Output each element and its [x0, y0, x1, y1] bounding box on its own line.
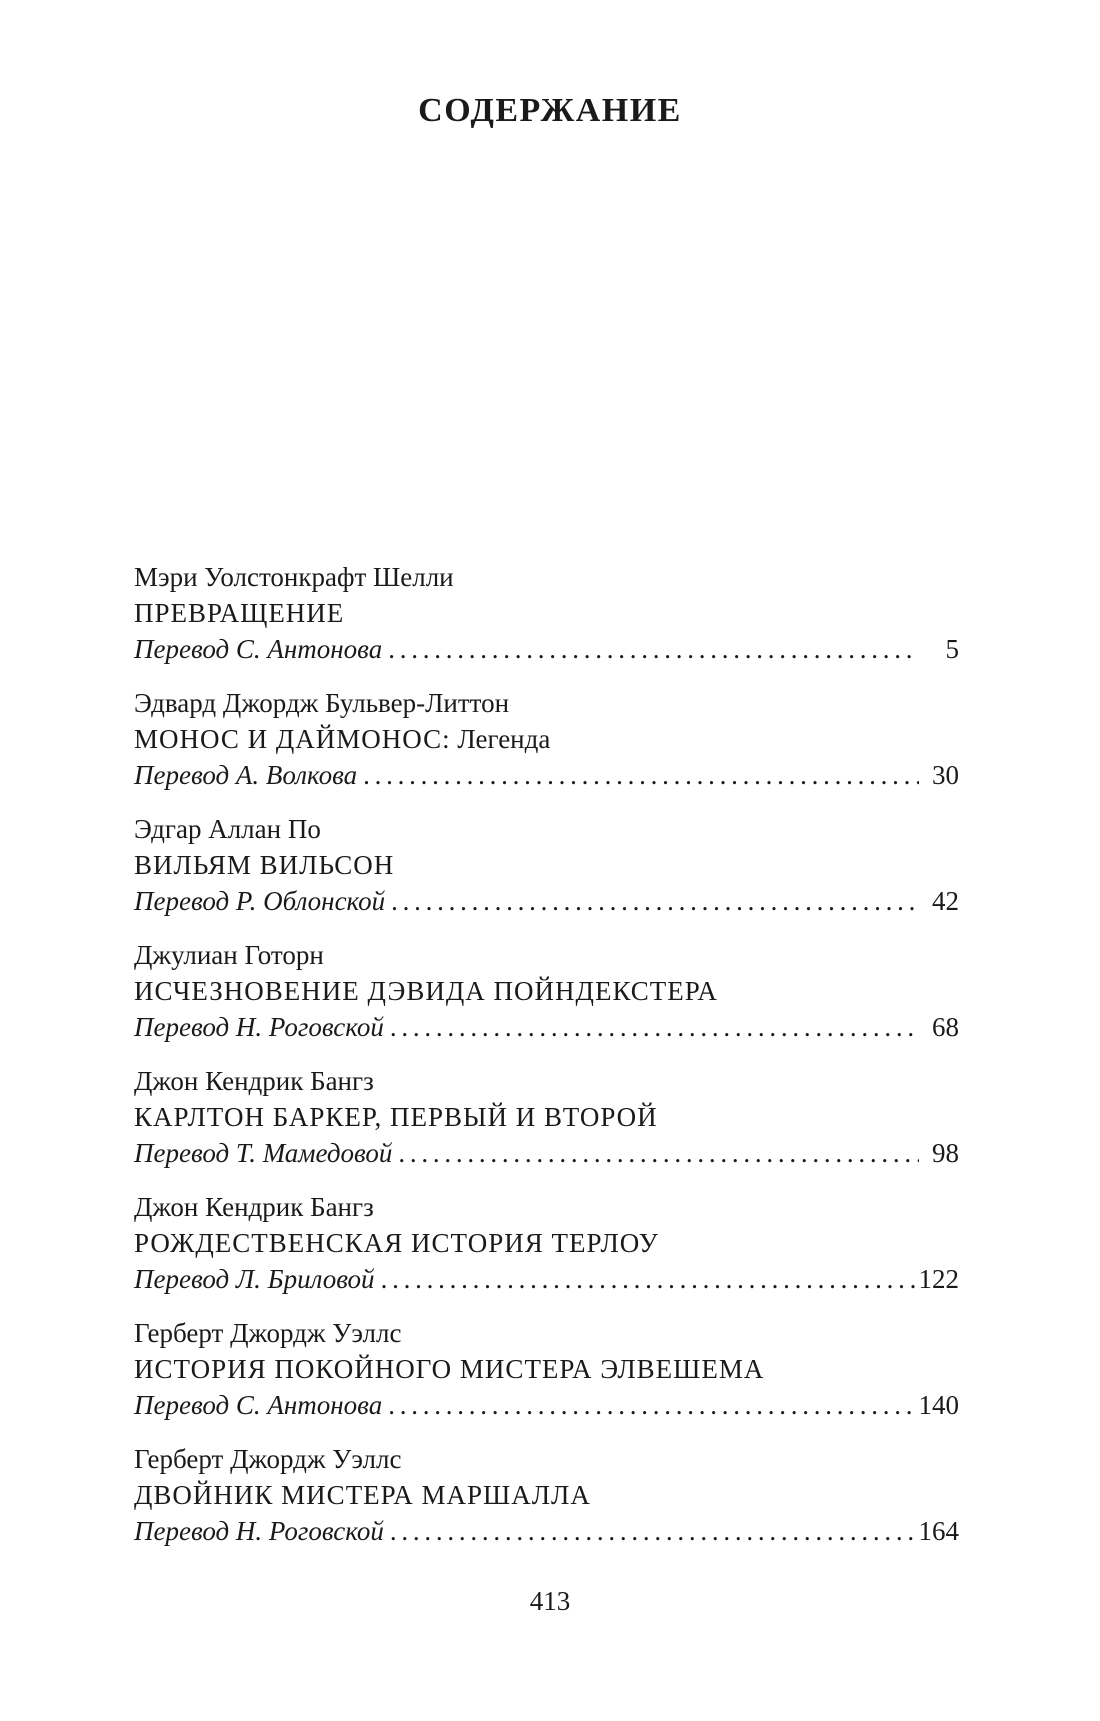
toc-title-text: КАРЛТОН БАРКЕР, ПЕРВЫЙ И ВТОРОЙ: [134, 1102, 658, 1132]
dot-leader: [390, 1513, 915, 1549]
dot-leader: [390, 1009, 919, 1045]
toc-translator-line: [134, 1135, 959, 1171]
toc-title: [134, 595, 959, 631]
toc-page-number: 5: [945, 634, 959, 664]
toc-page-number: 122: [918, 1264, 959, 1294]
toc-title-text: ВИЛЬЯМ ВИЛЬСОН: [134, 850, 395, 880]
toc-translator-line: [134, 1513, 959, 1549]
toc-subtitle: Легенда: [450, 724, 551, 754]
page-number: 413: [529, 1586, 571, 1616]
toc-author: Герберт Джордж Уэллс: [134, 1444, 402, 1474]
toc-page-number: 164: [918, 1516, 959, 1546]
toc-title: [134, 973, 959, 1009]
toc-author: Мэри Уолстонкрафт Шелли: [134, 562, 454, 592]
dot-leader: [391, 883, 919, 919]
toc-entry[interactable]: [134, 559, 959, 685]
dot-leader: [398, 1135, 919, 1171]
toc-translator: Перевод Л. Бриловой: [134, 1264, 375, 1294]
toc-page-number: 30: [932, 760, 959, 790]
toc-author: Джон Кендрик Бангз: [134, 1192, 374, 1222]
toc-author: Джон Кендрик Бангз: [134, 1066, 374, 1096]
toc-page-number: 140: [918, 1390, 959, 1420]
dot-leader: [388, 631, 919, 667]
table-of-contents: [134, 559, 959, 1567]
toc-translator: Перевод Р. Облонской: [134, 886, 386, 916]
dot-leader: [381, 1261, 915, 1297]
toc-translator: Перевод С. Антонова: [134, 1390, 383, 1420]
toc-entry[interactable]: [134, 685, 959, 811]
toc-author: Эдвард Джордж Бульвер-Литтон: [134, 688, 510, 718]
toc-title-text: РОЖДЕСТВЕНСКАЯ ИСТОРИЯ ТЕРЛОУ: [134, 1228, 659, 1258]
toc-translator-line: [134, 883, 959, 919]
toc-entry[interactable]: [134, 1441, 959, 1567]
toc-author: Герберт Джордж Уэллс: [134, 1318, 402, 1348]
toc-author: Эдгар Аллан По: [134, 814, 321, 844]
toc-page-number: 68: [932, 1012, 959, 1042]
dot-leader: [388, 1387, 914, 1423]
toc-translator-line: [134, 631, 959, 667]
toc-translator-line: [134, 757, 959, 793]
toc-translator: Перевод Н. Роговской: [134, 1516, 384, 1546]
toc-translator-line: [134, 1387, 959, 1423]
toc-translator: Перевод А. Волкова: [134, 760, 358, 790]
toc-title-text: ДВОЙНИК МИСТЕРА МАРШАЛЛА: [134, 1480, 591, 1510]
toc-title: [134, 1351, 959, 1387]
page-title: СОДЕРЖАНИЕ: [418, 92, 682, 129]
toc-title: [134, 847, 959, 883]
toc-entry[interactable]: [134, 1063, 959, 1189]
toc-page-number: 42: [932, 886, 959, 916]
toc-title-text: ИСЧЕЗНОВЕНИЕ ДЭВИДА ПОЙНДЕКСТЕРА: [134, 976, 718, 1006]
toc-translator-line: [134, 1009, 959, 1045]
toc-title: [134, 1225, 959, 1261]
toc-translator: Перевод С. Антонова: [134, 634, 383, 664]
toc-translator: Перевод Н. Роговской: [134, 1012, 384, 1042]
toc-translator-line: [134, 1261, 959, 1297]
toc-entry[interactable]: [134, 937, 959, 1063]
toc-title-text: ПРЕВРАЩЕНИЕ: [134, 598, 345, 628]
toc-entry[interactable]: [134, 1315, 959, 1441]
toc-title: [134, 1099, 959, 1135]
toc-entry[interactable]: [134, 811, 959, 937]
dot-leader: [363, 757, 919, 793]
toc-title: [134, 1477, 959, 1513]
toc-translator: Перевод Т. Мамедовой: [134, 1138, 393, 1168]
toc-title-text: МОНОС И ДАЙМОНОС:: [134, 724, 451, 754]
toc-entry[interactable]: [134, 1189, 959, 1315]
toc-title: [134, 721, 959, 757]
toc-page-number: 98: [932, 1138, 959, 1168]
toc-author: Джулиан Готорн: [134, 940, 324, 970]
toc-title-text: ИСТОРИЯ ПОКОЙНОГО МИСТЕРА ЭЛВЕШЕМА: [134, 1354, 765, 1384]
